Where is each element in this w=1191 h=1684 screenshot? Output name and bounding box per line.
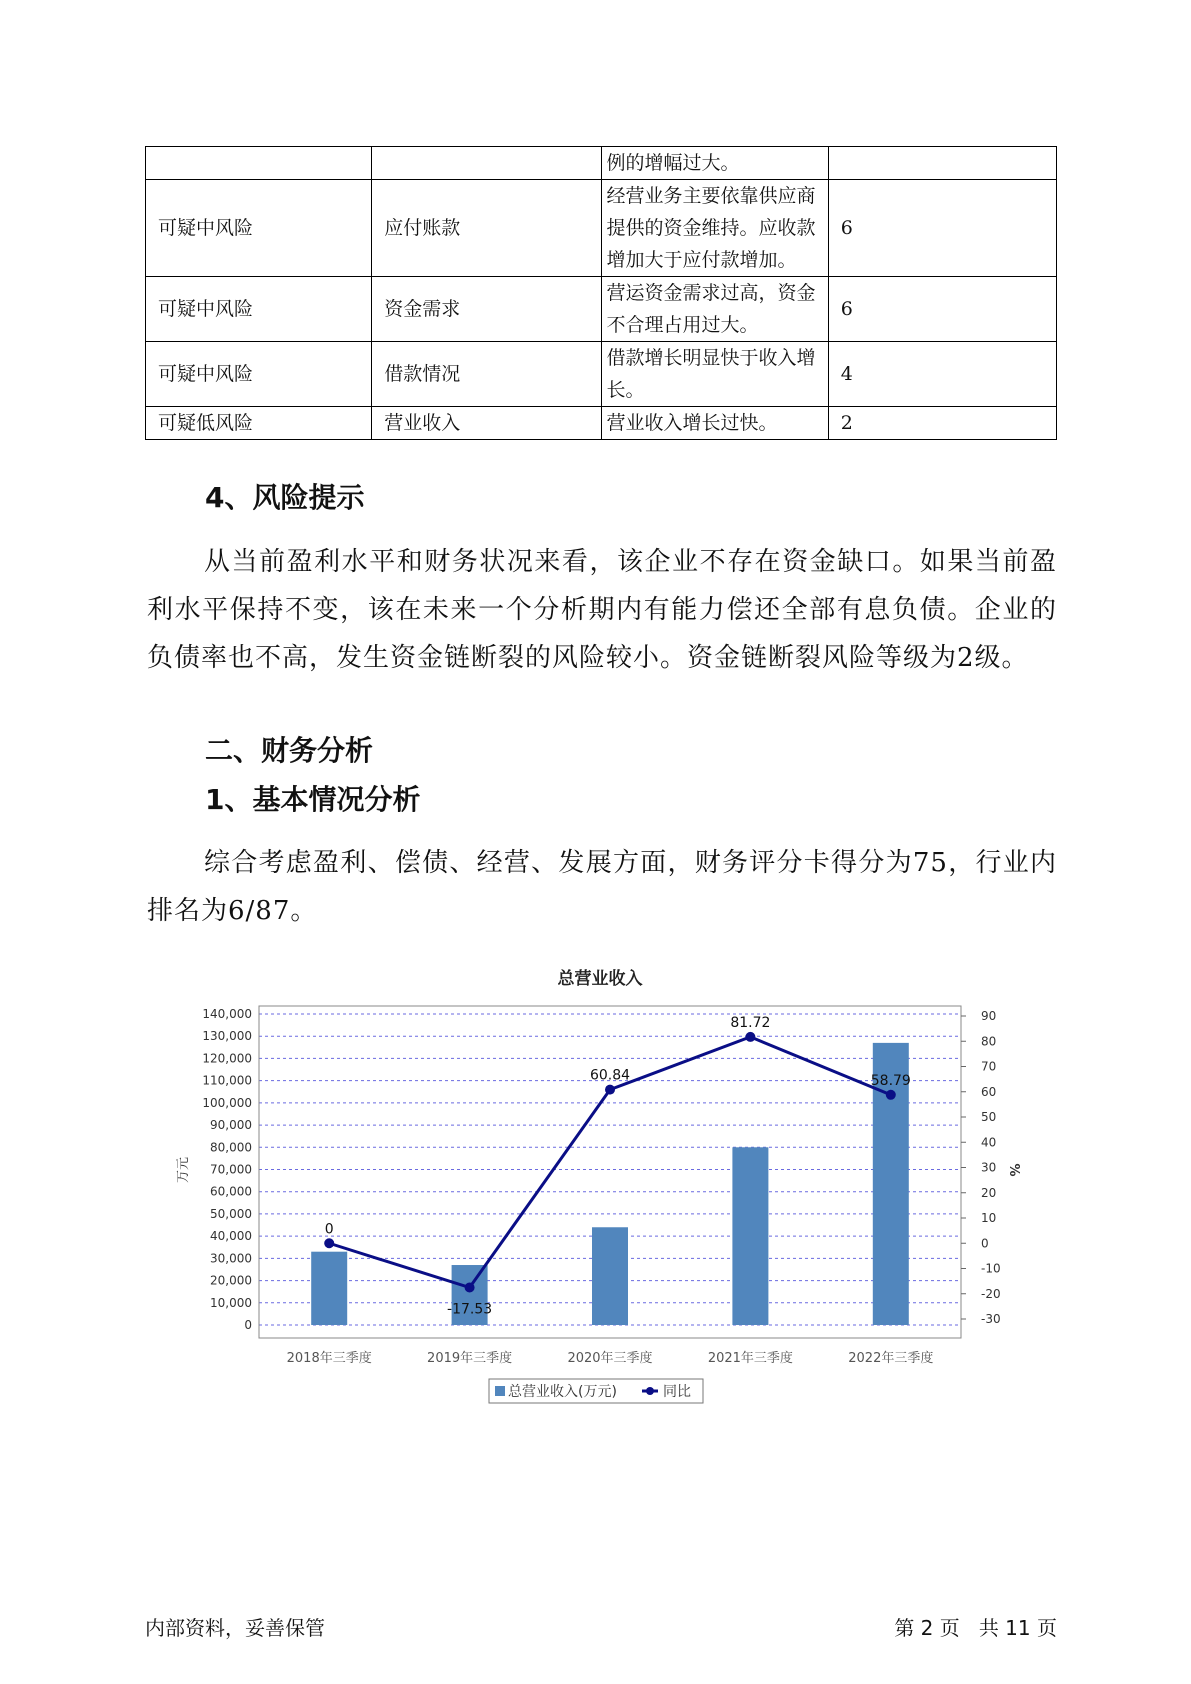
cell-desc: 例的增幅过大。 <box>602 147 828 180</box>
x-tick-label: 2020年三季度 <box>567 1351 653 1366</box>
cell-score: 4 <box>828 342 1056 407</box>
y-tick-label: 110,000 <box>202 1073 252 1088</box>
data-label: -17.53 <box>447 1301 493 1318</box>
legend-line-dot <box>646 1387 654 1395</box>
x-tick-label: 2019年三季度 <box>427 1351 513 1366</box>
y-tick-label: 70,000 <box>210 1162 252 1177</box>
y2-tick-label: 20 <box>981 1185 997 1200</box>
cell-score: 2 <box>828 407 1056 440</box>
table-row <box>146 277 1057 342</box>
risk-heading: 4、风险提示 <box>205 481 365 514</box>
bar <box>592 1227 628 1325</box>
y-tick-label: 30,000 <box>210 1251 252 1266</box>
cell-desc: 借款增长明显快于收入增长。 <box>602 342 828 407</box>
y-tick-label: 100,000 <box>202 1095 252 1110</box>
line-point <box>324 1238 334 1248</box>
legend-line-label: 同比 <box>663 1384 691 1400</box>
y-tick-label: 10,000 <box>210 1295 252 1310</box>
cell-item: 营业收入 <box>372 407 602 440</box>
y-tick-label: 130,000 <box>202 1029 252 1044</box>
cell-level: 可疑低风险 <box>146 407 372 440</box>
y-tick-label: 20,000 <box>210 1273 252 1288</box>
data-label: 60.84 <box>589 1067 631 1084</box>
data-label: 58.79 <box>870 1072 911 1089</box>
y-tick-label: 80,000 <box>210 1140 252 1155</box>
footer-page-number: 第 2 页 共 11 页 <box>894 1616 1057 1640</box>
line-point <box>745 1032 755 1042</box>
left-axis <box>202 1007 252 1332</box>
legend-bar-label: 总营业收入(万元) <box>508 1384 617 1400</box>
legend-bar-swatch <box>495 1386 505 1396</box>
table-row <box>146 342 1057 407</box>
x-tick-label: 2021年三季度 <box>707 1351 793 1366</box>
y2-tick-label: 90 <box>981 1009 997 1023</box>
y2-axis-label: % <box>1006 1163 1021 1177</box>
line-point <box>605 1085 615 1095</box>
chart-legend <box>489 1379 703 1403</box>
cell-item: 借款情况 <box>372 342 602 407</box>
y2-tick-label: -30 <box>981 1312 1001 1326</box>
cell-score: 6 <box>828 180 1056 277</box>
data-label: 0 <box>324 1221 334 1238</box>
y-tick-label: 90,000 <box>210 1118 252 1133</box>
y-tick-label: 140,000 <box>202 1007 252 1021</box>
y2-tick-label: -10 <box>981 1261 1001 1276</box>
table-row <box>146 407 1057 440</box>
cell-score <box>828 147 1056 180</box>
cell-level: 可疑中风险 <box>146 180 372 277</box>
cell-desc: 经营业务主要依靠供应商提供的资金维持。应收款增加大于应付款增加。 <box>602 180 828 277</box>
cell-desc: 营业收入增长过快。 <box>602 407 828 440</box>
cell-item: 应付账款 <box>372 180 602 277</box>
y-tick-label: 0 <box>244 1318 252 1332</box>
bar <box>732 1147 768 1325</box>
line-point <box>886 1090 896 1100</box>
y2-tick-label: 60 <box>981 1084 997 1099</box>
revenue-chart <box>140 958 1060 1423</box>
y2-tick-label: -20 <box>981 1286 1001 1301</box>
y-tick-label: 60,000 <box>210 1184 252 1199</box>
basic-analysis-heading: 1、基本情况分析 <box>205 783 421 816</box>
y2-tick-label: 0 <box>981 1236 989 1251</box>
bar <box>311 1252 347 1325</box>
risk-paragraph: 从当前盈利水平和财务状况来看，该企业不存在资金缺口。如果当前盈利水平保持不变，该在未来一个分析期内有能力偿还全部有息负债。企业的负债率也不高，发生资金链断裂的风险较小。资金链断裂风险等级为2级。 <box>147 547 1057 673</box>
y2-tick-label: 80 <box>981 1034 997 1049</box>
cell-item <box>372 147 602 180</box>
finance-paragraph: 综合考虑盈利、偿债、经营、发展方面，财务评分卡得分为75，行业内排名为6/87。 <box>147 848 1057 926</box>
finance-heading: 二、财务分析 <box>205 734 374 767</box>
y-tick-label: 50,000 <box>210 1206 252 1221</box>
risk-table <box>145 146 1057 440</box>
cell-level: 可疑中风险 <box>146 342 372 407</box>
y2-tick-label: 30 <box>981 1160 997 1175</box>
y-tick-label: 120,000 <box>202 1051 252 1066</box>
cell-item: 资金需求 <box>372 277 602 342</box>
right-axis <box>961 1009 1001 1326</box>
table-row <box>146 180 1057 277</box>
y2-tick-label: 70 <box>981 1059 997 1074</box>
y2-tick-label: 50 <box>981 1110 997 1124</box>
y-axis-label: 万元 <box>176 1156 191 1184</box>
y-tick-label: 40,000 <box>210 1229 252 1244</box>
footer-confidential: 内部资料，妥善保管 <box>145 1616 325 1640</box>
data-label: 81.72 <box>730 1014 771 1031</box>
cell-level <box>146 147 372 180</box>
x-axis <box>287 1350 934 1366</box>
cell-score: 6 <box>828 277 1056 342</box>
cell-desc: 营运资金需求过高，资金不合理占用过大。 <box>602 277 828 342</box>
cell-level: 可疑中风险 <box>146 277 372 342</box>
x-tick-label: 2022年三季度 <box>848 1351 934 1366</box>
y2-tick-label: 10 <box>981 1211 997 1225</box>
x-tick-label: 2018年三季度 <box>286 1351 372 1366</box>
chart-title: 总营业收入 <box>557 969 643 989</box>
line-point <box>465 1283 475 1293</box>
y2-tick-label: 40 <box>981 1135 997 1150</box>
table-row <box>146 147 1057 180</box>
